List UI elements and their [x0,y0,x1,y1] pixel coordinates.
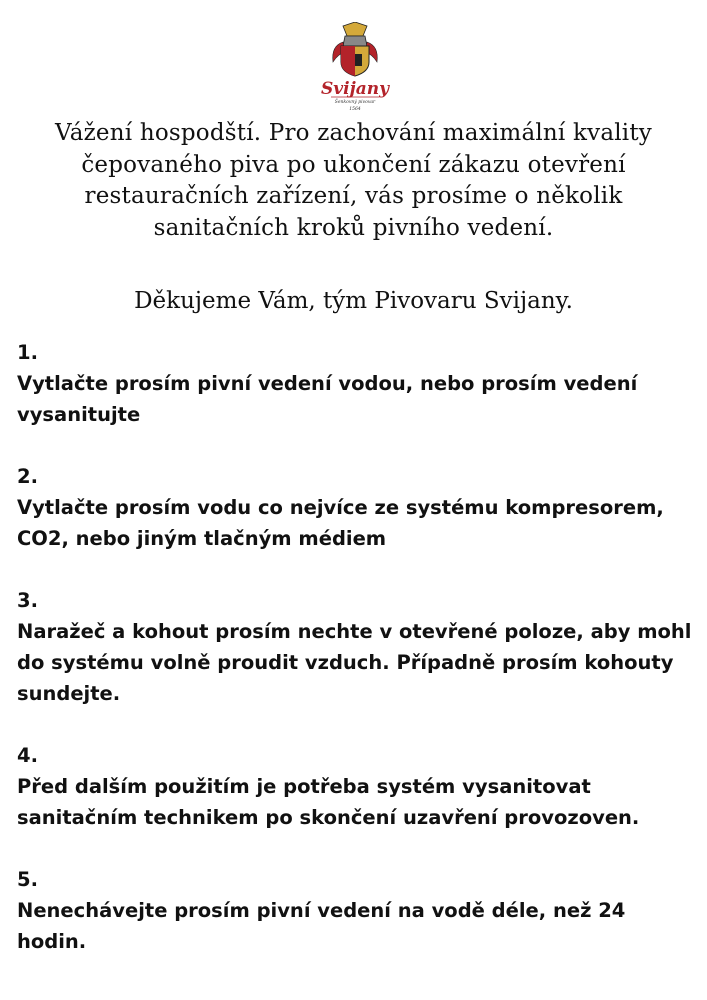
step-number: 4. [17,744,38,767]
step-number: 5. [17,868,38,891]
logo-brand: Svijany [320,79,390,99]
brewery-crest-icon [305,22,405,112]
step-5 [17,864,697,957]
logo-year: 1564 [349,107,361,112]
step-2 [17,461,697,554]
steps-list [17,337,697,988]
step-number: 1. [17,341,38,364]
step-text: Nenechávejte prosím pivní vedení na vodě déle, než 24 hodin. [17,899,626,953]
step-text: Vytlačte prosím vodu co nejvíce ze systému kompresorem, CO2, nebo jiným tlačným médiem [17,496,664,550]
step-text: Před dalším použitím je potřeba systém vysanitovat sanitačním technikem po skončení uzavření provozoven. [17,775,640,829]
step-3 [17,585,697,709]
step-number: 3. [17,589,38,612]
logo-tagline: Šenkovný pivovar [334,100,376,105]
step-number: 2. [17,465,38,488]
step-1 [17,337,697,430]
svijany-logo [305,22,405,112]
intro-paragraph: Vážení hospodští. Pro zachování maximální kvality čepovaného piva po ukončení zákazu otevření restauračních zařízení, vás prosíme o několik sanitačních kroků pivního vedení. [55,120,652,241]
thanks-line: Děkujeme Vám, tým Pivovaru Svijany. [134,288,573,314]
step-4 [17,740,697,833]
step-text: Vytlačte prosím pivní vedení vodou, nebo prosím vedení vysanitujte [17,372,638,426]
step-text: Naražeč a kohout prosím nechte v otevřené poloze, aby mohl do systému volně proudit vzduch. Případně prosím kohouty sundejte. [17,620,692,705]
